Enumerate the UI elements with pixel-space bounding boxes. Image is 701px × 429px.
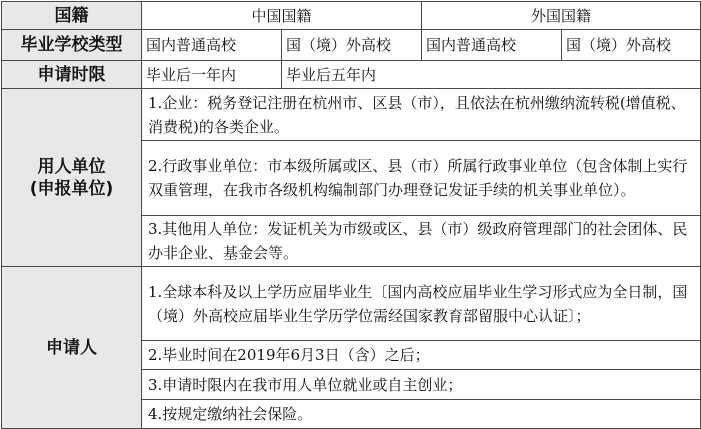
applicant-item: 4.按规定缴纳社会保险。: [142, 400, 701, 429]
employer-item: 2.行政事业单位：市本级所属或区、县（市）所属行政事业单位（包含体制上实行双重管理，在我市各级机构编制部门办理登记发证手续的机关事业单位）。: [142, 141, 701, 216]
employer-item: 3.其他用人单位：发证机关为市级或区、县（市）级政府管理部门的社会团体、民办非企业、基金会等。: [142, 216, 701, 267]
eligibility-table: [1, 1, 701, 429]
applicant-row: [2, 267, 701, 341]
foreign-nationality-header: 外国国籍: [422, 2, 701, 30]
employer-label-line: (申报单位): [29, 178, 114, 199]
applicant-item: 3.申请时限内在我市用人单位就业或自主创业；: [142, 370, 701, 400]
school-type-cell: 国内普通高校: [142, 30, 282, 61]
chinese-nationality-header: 中国国籍: [142, 2, 422, 30]
time-limit-row: [2, 61, 701, 89]
school-type-cell: 国内普通高校: [422, 30, 562, 61]
applicant-item: 2.毕业时间在2019年6月3日（含）之后；: [142, 341, 701, 370]
employer-item: 1.企业：税务登记注册在杭州市、区县（市），且依法在杭州缴纳流转税(增值税、消费税)的各类企业。: [142, 89, 701, 141]
applicant-label: 申请人: [2, 267, 142, 429]
school-type-cell: 国（境）外高校: [282, 30, 422, 61]
nationality-label: 国籍: [2, 2, 142, 30]
time-limit-label: 申请时限: [2, 61, 142, 89]
employer-label: [2, 89, 142, 267]
nationality-row: [2, 2, 701, 30]
time-limit-cell: 毕业后五年内: [282, 61, 701, 89]
applicant-item: 1.全球本科及以上学历应届毕业生〔国内高校应届毕业生学习形式应为全日制，国（境）外高校应届毕业生学历学位需经国家教育部留服中心认证〕；: [142, 267, 701, 341]
school-type-cell: 国（境）外高校: [562, 30, 701, 61]
employer-label-line: 用人单位: [37, 156, 106, 177]
school-type-row: [2, 30, 701, 61]
employer-row: [2, 89, 701, 141]
time-limit-cell: 毕业后一年内: [142, 61, 282, 89]
school-type-label: 毕业学校类型: [2, 30, 142, 61]
